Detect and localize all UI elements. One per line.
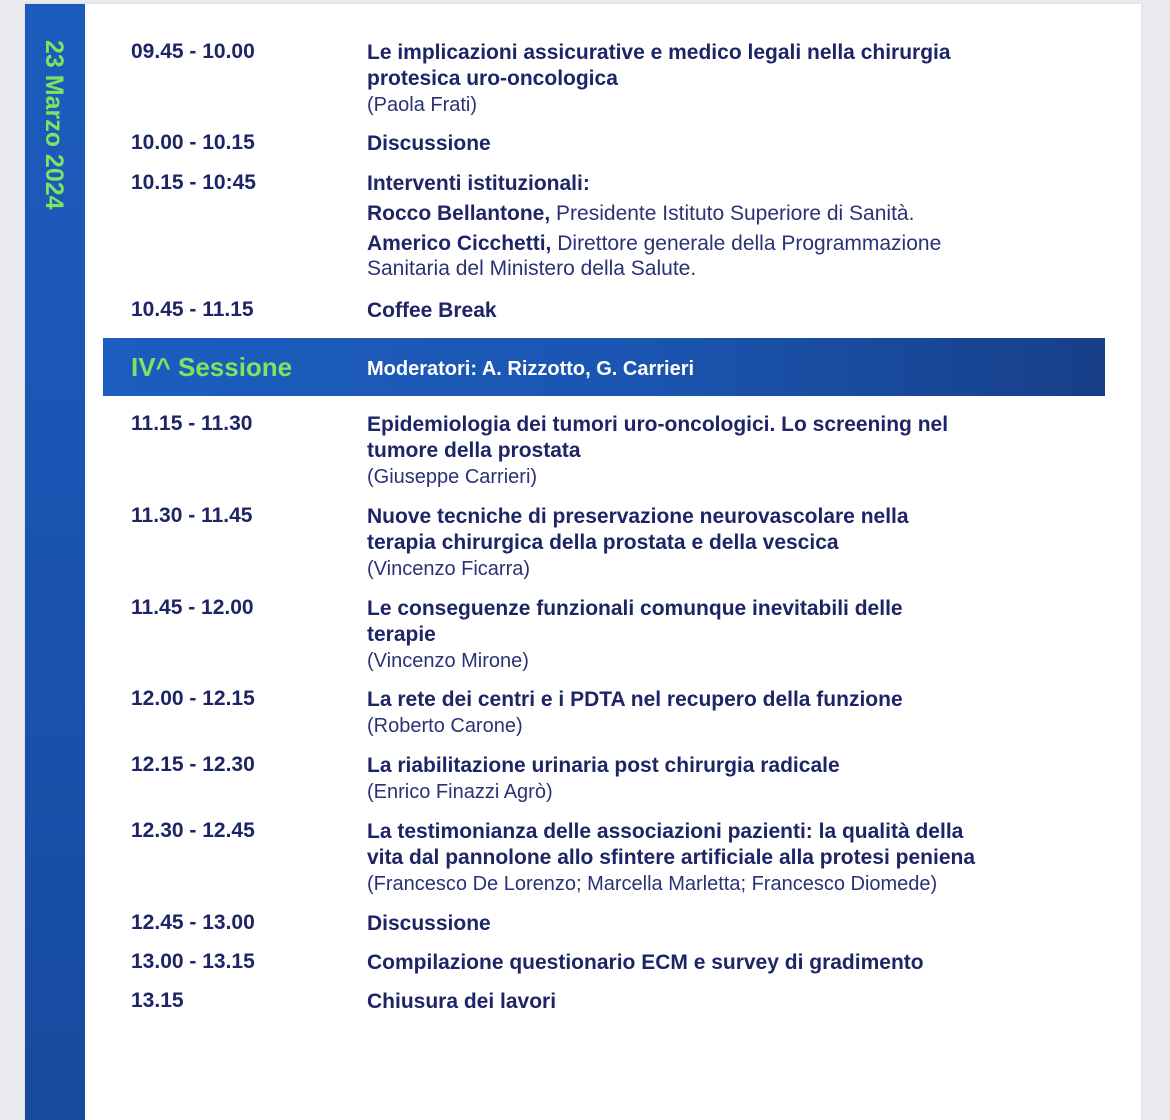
row-time: 13.15 (131, 989, 184, 1012)
row-time: 10.00 - 10.15 (131, 131, 255, 154)
row-speaker: (Roberto Carone) (367, 715, 523, 737)
row-title: tumore della prostata (367, 439, 581, 462)
row-speaker: (Vincenzo Mirone) (367, 650, 529, 672)
speaker-name: Americo Cicchetti, (367, 232, 552, 255)
row-speaker: (Vincenzo Ficarra) (367, 558, 531, 580)
row-title: terapia chirurgica della prostata e della vescica (367, 531, 839, 554)
institutional-speaker (367, 201, 1127, 227)
speaker-role: Presidente Istituto Superiore di Sanità. (556, 202, 915, 225)
row-title: La riabilitazione urinaria post chirurgia radicale (367, 754, 840, 777)
row-title: Coffee Break (367, 299, 497, 322)
row-speaker: (Enrico Finazzi Agrò) (367, 781, 553, 803)
session-header (103, 338, 1105, 396)
row-time: 12.30 - 12.45 (131, 819, 255, 842)
row-speaker: (Giuseppe Carrieri) (367, 466, 538, 488)
row-title: Le implicazioni assicurative e medico legali nella chirurgia (367, 41, 951, 64)
row-time: 13.00 - 13.15 (131, 950, 255, 973)
row-title: Chiusura dei lavori (367, 990, 557, 1013)
row-speaker: (Francesco De Lorenzo; Marcella Marletta; Francesco Diomede) (367, 873, 938, 895)
row-time: 12.45 - 13.00 (131, 911, 255, 934)
row-title: Discussione (367, 132, 491, 155)
row-time: 12.15 - 12.30 (131, 753, 255, 776)
speaker-role: Sanitaria del Ministero della Salute. (367, 257, 697, 280)
side-date-text: 23 Marzo 2024 (40, 40, 68, 210)
row-time: 11.15 - 11.30 (131, 412, 253, 435)
row-title: La testimonianza delle associazioni pazienti: la qualità della (367, 820, 964, 843)
row-time: 10.15 - 10:45 (131, 171, 256, 194)
row-time: 11.45 - 12.00 (131, 596, 254, 619)
row-title: Le conseguenze funzionali comunque inevitabili delle (367, 597, 903, 620)
session-name: IV^ Sessione (131, 352, 293, 382)
speaker-role: Direttore generale della Programmazione (557, 232, 942, 255)
row-speaker: (Paola Frati) (367, 94, 478, 116)
row-time: 12.00 - 12.15 (131, 687, 255, 710)
row-title: La rete dei centri e i PDTA nel recupero della funzione (367, 688, 903, 711)
row-title: Epidemiologia dei tumori uro-oncologici. Lo screening nel (367, 413, 949, 436)
row-title: vita dal pannolone allo sfintere artificiale alla protesi peniena (367, 846, 976, 869)
row-time: 11.30 - 11.45 (131, 504, 253, 527)
row-title: Nuove tecniche di preservazione neurovascolare nella (367, 505, 909, 528)
row-title: Discussione (367, 912, 491, 935)
row-time: 09.45 - 10.00 (131, 40, 255, 63)
row-title: protesica uro-oncologica (367, 67, 618, 90)
institutional-speaker (367, 231, 1127, 257)
row-title: Compilazione questionario ECM e survey di gradimento (367, 951, 924, 974)
speaker-name: Rocco Bellantone, (367, 202, 551, 225)
row-title: terapie (367, 623, 436, 646)
session-moderators: Moderatori: A. Rizzotto, G. Carrieri (367, 358, 695, 380)
row-time: 10.45 - 11.15 (131, 298, 254, 321)
row-title: Interventi istituzionali: (367, 172, 590, 195)
